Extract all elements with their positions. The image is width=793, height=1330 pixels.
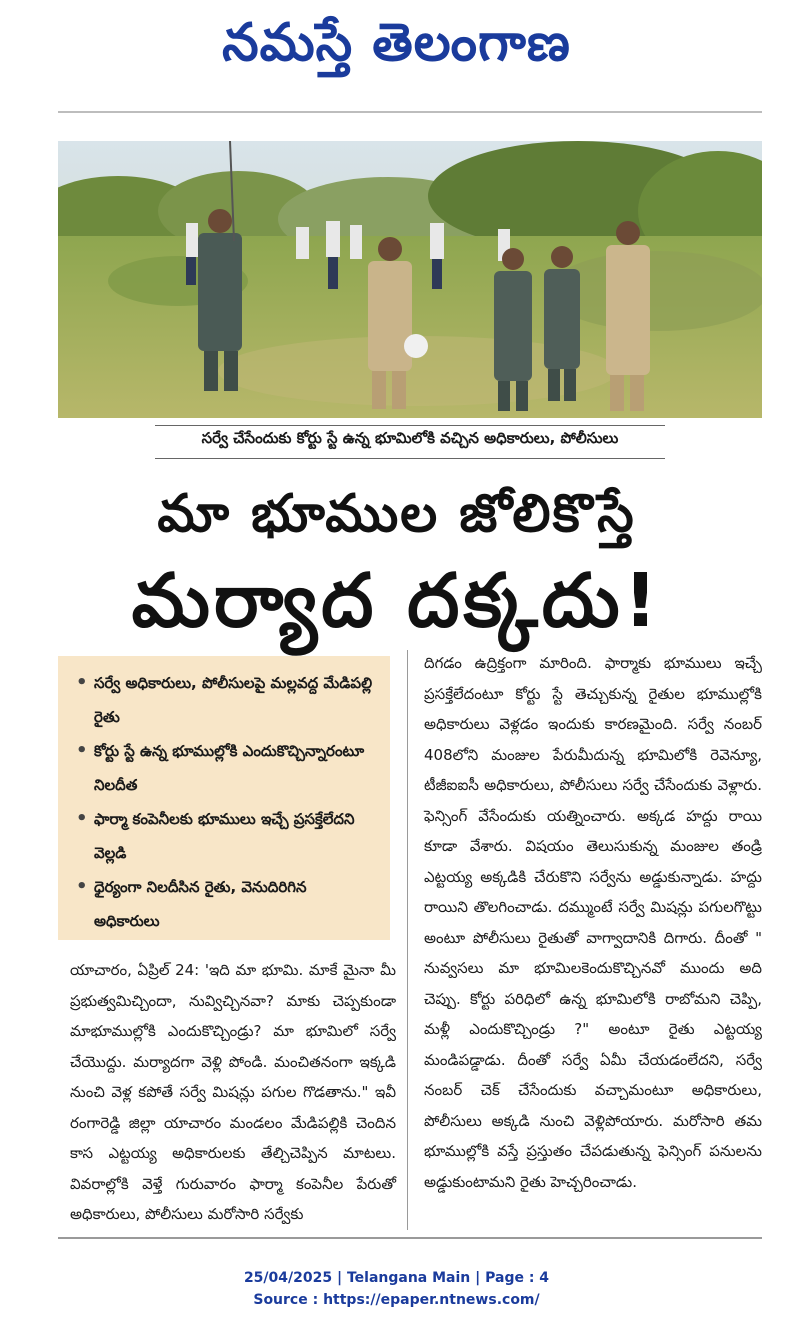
highlight-item: • ఫార్మా కంపెనీలకు భూములు ఇచ్చే ప్రసక్తేలేదని వెల్లడి — [76, 802, 376, 870]
article-column-right — [424, 648, 762, 1197]
highlights-list — [58, 656, 390, 938]
article-text-right: దిగడం ఉద్రిక్తంగా మారింది. ఫార్మాకు భూములు ఇచ్చే ప్రసక్తేలేదంటూ కోర్టు స్టే తెచ్చుకున్న రైతుల భూముల్లోకి అధికారులు వెళ్లడం ఇందుకు కారణమైంది. సర్వే నంబర్ 408లోని మంజుల పేరుమీదున్న భూమిలోకి రెవెన్యూ, టీజీఐఐసీ అధికారులు, పోలీసులు సర్వే చేసేందుకు వెళ్లారు. ఫెన్సింగ్ వేసేందుకు యత్నించారు. అక్కడ హద్దు రాయి కూడా వేశారు. విషయం తెలుసుకున్న మంజుల తండ్రి ఎట్టయ్య అక్కడికి చేరుకొని సర్వేను అడ్డుకున్నాడు. హద్దు రాయిని తొలగించాడు. దమ్ముంటే సర్వే మిషన్లు పగులగొట్టు అంటూ పోలీసులు రైతుతో వాగ్వాదానికి దిగారు. దీంతో " నువ్వసలు మా భూమిలకెందుకొచ్చినవో ముందు అది చెప్పు. కోర్టు పరిధిలో ఉన్న భూమిలోకి రాబోమని చెప్పి, మళ్లీ ఎందుకొచ్చిండ్రు ?" అంటూ రైతు ఎట్టయ్య మండిపడ్డాడు. దీంతో సర్వే ఏమీ చేయడంలేదని, సర్వే నంబర్ చెక్ చేసేందుకు వచ్చామంటూ అధికారులు, పోలీసులు అక్కడి నుంచి వెళ్లిపోయారు. మరోసారి తమ భూముల్లోకి వస్తే ప్రస్తుతం చేపడుతున్న ఫెన్సింగ్ పనులను అడ్డుకుంటామని రైతు హెచ్చరించాడు. — [424, 654, 762, 1191]
highlight-item: • కోర్టు స్టే ఉన్న భూముల్లోకి ఎందుకొచ్చిన్నారంటూ నిలదీత — [76, 734, 376, 802]
article-column-left — [70, 955, 396, 1230]
newspaper-title: నమస్తే తెలంగాణ — [222, 13, 571, 73]
column-divider — [407, 650, 408, 1230]
caption-rule-bottom — [155, 458, 665, 459]
masthead-divider — [58, 111, 762, 113]
highlight-item: • సర్వే అధికారులు, పోలీసులపై మల్లవద్ద మేడిపల్లి రైతు — [76, 666, 376, 734]
headline-line-1: మా భూముల జోలికొస్తే — [157, 484, 636, 544]
masthead — [0, 0, 793, 90]
source-link[interactable]: Source : https://epaper.ntnews.com/ — [253, 1292, 540, 1308]
headline-line-2: మర్యాద దక్కదు! — [131, 558, 662, 644]
highlight-item: • ధైర్యంగా నిలదీసిన రైతు, వెనుదిరిగిన అధికారులు — [76, 870, 376, 938]
article-text-left: యాచారం, ఏప్రిల్ 24: 'ఇది మా భూమి. మాకే మైనా మీ ప్రభుత్వమిచ్చిందా, నువ్విచ్చినవా? మాకు చెప్పకుండా మాభూముల్లోకి ఎందుకొచ్చిండ్రు? మా భూమిలో సర్వే చేయొద్దు. మర్యాదగా వెళ్లి పోండి. మంచితనంగా ఇక్కడి నుంచి వెళ్ల కపోతే సర్వే మిషన్లు పగుల గొడతాను." ఇవీ రంగారెడ్డి జిల్లా యాచారం మండలం మేడిపల్లికి చెందిన కాస ఎట్టయ్య అధికారులకు తేల్చిచెప్పిన మాటలు. వివరాల్లోకి వెళ్తే గురువారం ఫార్మా కంపెనీల పేరుతో అధికారులు, పోలీసులు మరోసారి సర్వేకు — [70, 961, 396, 1223]
photo-caption: సర్వే చేసేందుకు కోర్టు స్టే ఉన్న భూమిలోకి వచ్చిన అధికారులు, పోలీసులు — [201, 429, 619, 447]
edition-info: 25/04/2025 | Telangana Main | Page : 4 — [243, 1270, 550, 1286]
footer-divider — [58, 1237, 762, 1239]
news-photo — [58, 141, 762, 418]
highlights-box — [58, 656, 390, 940]
